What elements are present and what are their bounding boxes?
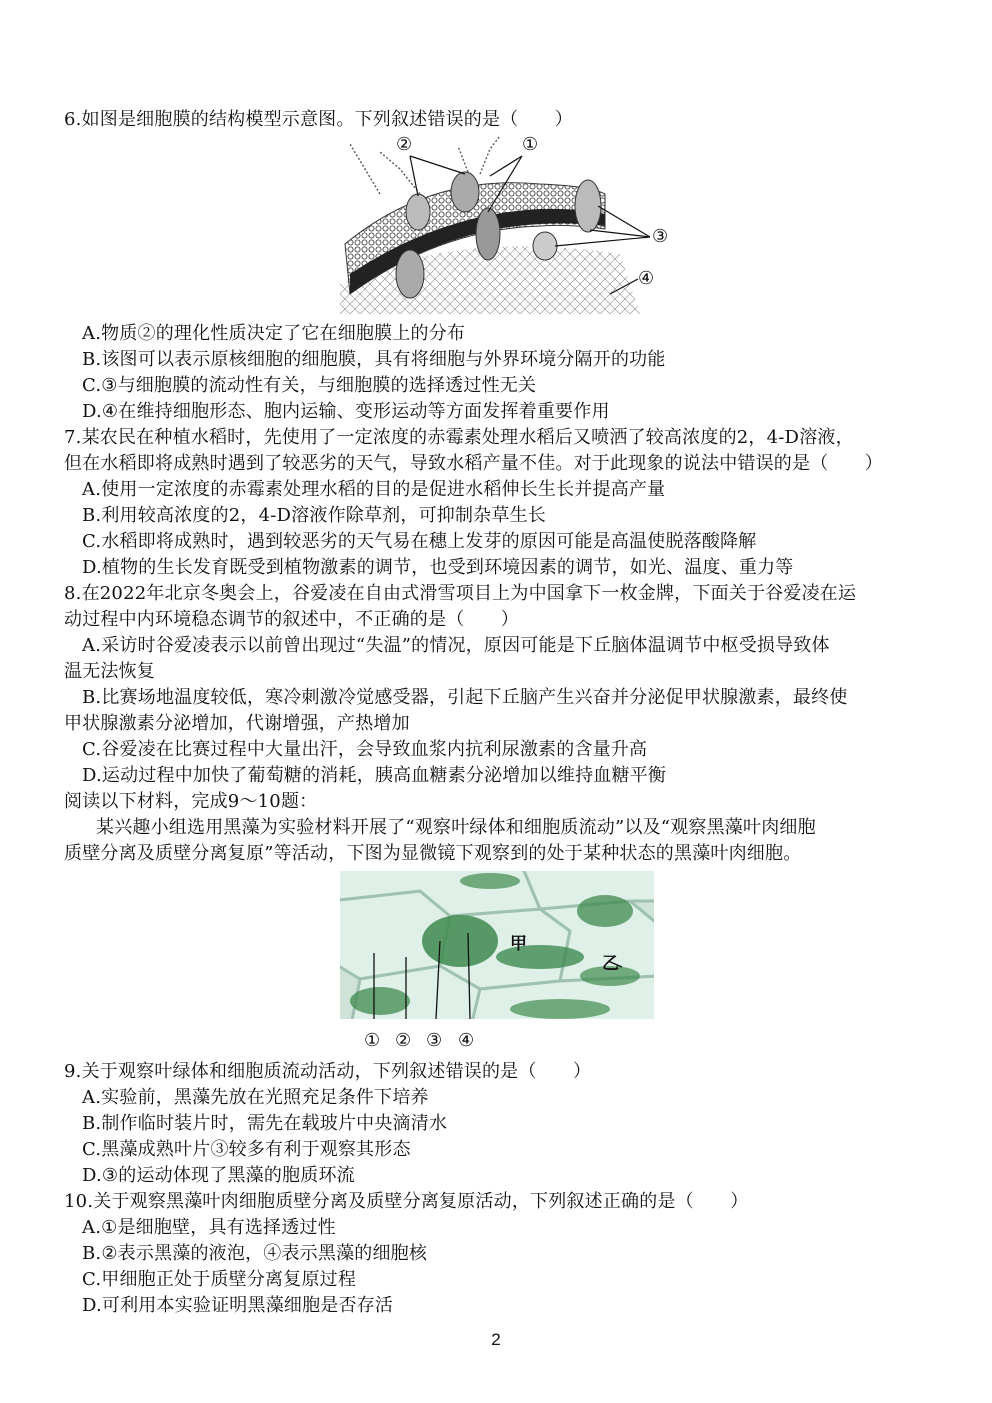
q8-option-a-line2: 温无法恢复 [64,661,155,682]
q9-option-b: B.制作临时装片时，需先在载玻片中央滴清水 [82,1113,448,1134]
q7-stem-line1: 7.某农民在种植水稻时，先使用了一定浓度的赤霉素处理水稻后又喷洒了较高浓度的2，4-D溶液， [64,427,854,448]
fig1-label-1: ① [522,134,539,155]
fig1-label-2: ② [396,134,413,155]
q9-stem: 9.关于观察叶绿体和细胞质流动活动，下列叙述错误的是（ ） [64,1061,592,1082]
q10-option-a: A.①是细胞壁，具有选择透过性 [82,1217,336,1238]
cell-membrane-figure [340,134,690,320]
photo-number-labels [364,1030,494,1056]
reading-para-line2: 质壁分离及质壁分离复原”等活动，下图为显微镜下观察到的处于某种状态的黑藻叶肉细胞。 [64,843,802,864]
q10-option-d: D.可利用本实验证明黑藻细胞是否存活 [82,1295,394,1316]
q9-option-c: C.黑藻成熟叶片③较多有利于观察其形态 [82,1139,411,1160]
q10-option-c: C.甲细胞正处于质壁分离复原过程 [82,1269,357,1290]
photo-label-yi: 乙 [602,954,619,973]
reading-intro: 阅读以下材料，完成9～10题： [64,791,318,812]
photo-label-jia: 甲 [510,934,527,953]
q6-option-b: B.该图可以表示原核细胞的细胞膜，具有将细胞与外界环境分隔开的功能 [82,349,666,370]
q7-option-a: A.使用一定浓度的赤霉素处理水稻的目的是促进水稻伸长生长并提高产量 [82,479,666,500]
q7-option-d: D.植物的生长发育既受到植物激素的调节，也受到环境因素的调节，如光、温度、重力等 [82,557,794,578]
page-number: 2 [491,1330,501,1349]
fig1-label-4: ④ [638,268,655,289]
q8-option-d: D.运动过程中加快了葡萄糖的消耗，胰高血糖素分泌增加以维持血糖平衡 [82,765,667,786]
microscope-photo [340,871,654,1019]
q6-option-a: A.物质②的理化性质决定了它在细胞膜上的分布 [82,323,466,344]
q7-stem-line2: 但在水稻即将成熟时遇到了较恶劣的天气，导致水稻产量不佳。对于此现象的说法中错误的是（ ） [64,453,883,474]
q8-option-b-line1: B.比赛场地温度较低，寒冷刺激冷觉感受器，引起下丘脑产生兴奋并分泌促甲状腺激素，最终使 [82,687,848,708]
q7-option-b: B.利用较高浓度的2，4-D溶液作除草剂，可抑制杂草生长 [82,505,546,526]
q6-option-d: D.④在维持细胞形态、胞内运输、变形运动等方面发挥着重要作用 [82,401,610,422]
q10-option-b: B.②表示黑藻的液泡，④表示黑藻的细胞核 [82,1243,428,1264]
q10-stem: 10.关于观察黑藻叶肉细胞质壁分离及质壁分离复原活动，下列叙述正确的是（ ） [64,1191,749,1212]
q8-option-b-line2: 甲状腺激素分泌增加，代谢增强，产热增加 [64,713,410,734]
q8-option-a-line1: A.采访时谷爱凌表示以前曾出现过“失温”的情况，原因可能是下丘脑体温调节中枢受损导致体 [82,635,830,656]
photo-label-2: ② [395,1030,412,1051]
q6-option-c: C.③与细胞膜的流动性有关，与细胞膜的选择透过性无关 [82,375,537,396]
q8-stem-line1: 8.在2022年北京冬奥会上，谷爱凌在自由式滑雪项目上为中国拿下一枚金牌，下面关于谷爱凌在运 [64,583,857,604]
q7-option-c: C.水稻即将成熟时，遇到较恶劣的天气易在穗上发芽的原因可能是高温使脱落酸降解 [82,531,757,552]
photo-label-3: ③ [426,1030,443,1051]
fig1-label-3: ③ [652,226,669,247]
q6-stem: 6.如图是细胞膜的结构模型示意图。下列叙述错误的是（ ） [64,109,573,130]
photo-label-1: ① [364,1030,381,1051]
q9-option-d: D.③的运动体现了黑藻的胞质环流 [82,1165,355,1186]
q9-option-a: A.实验前，黑藻先放在光照充足条件下培养 [82,1087,429,1108]
q8-option-c: C.谷爱凌在比赛过程中大量出汗，会导致血浆内抗利尿激素的含量升高 [82,739,648,760]
q8-stem-line2: 动过程中内环境稳态调节的叙述中，不正确的是（ ） [64,609,519,630]
reading-para-line1: 某兴趣小组选用黑藻为实验材料开展了“观察叶绿体和细胞质流动”以及“观察黑藻叶肉细胞 [96,817,816,838]
photo-label-4: ④ [458,1030,475,1051]
